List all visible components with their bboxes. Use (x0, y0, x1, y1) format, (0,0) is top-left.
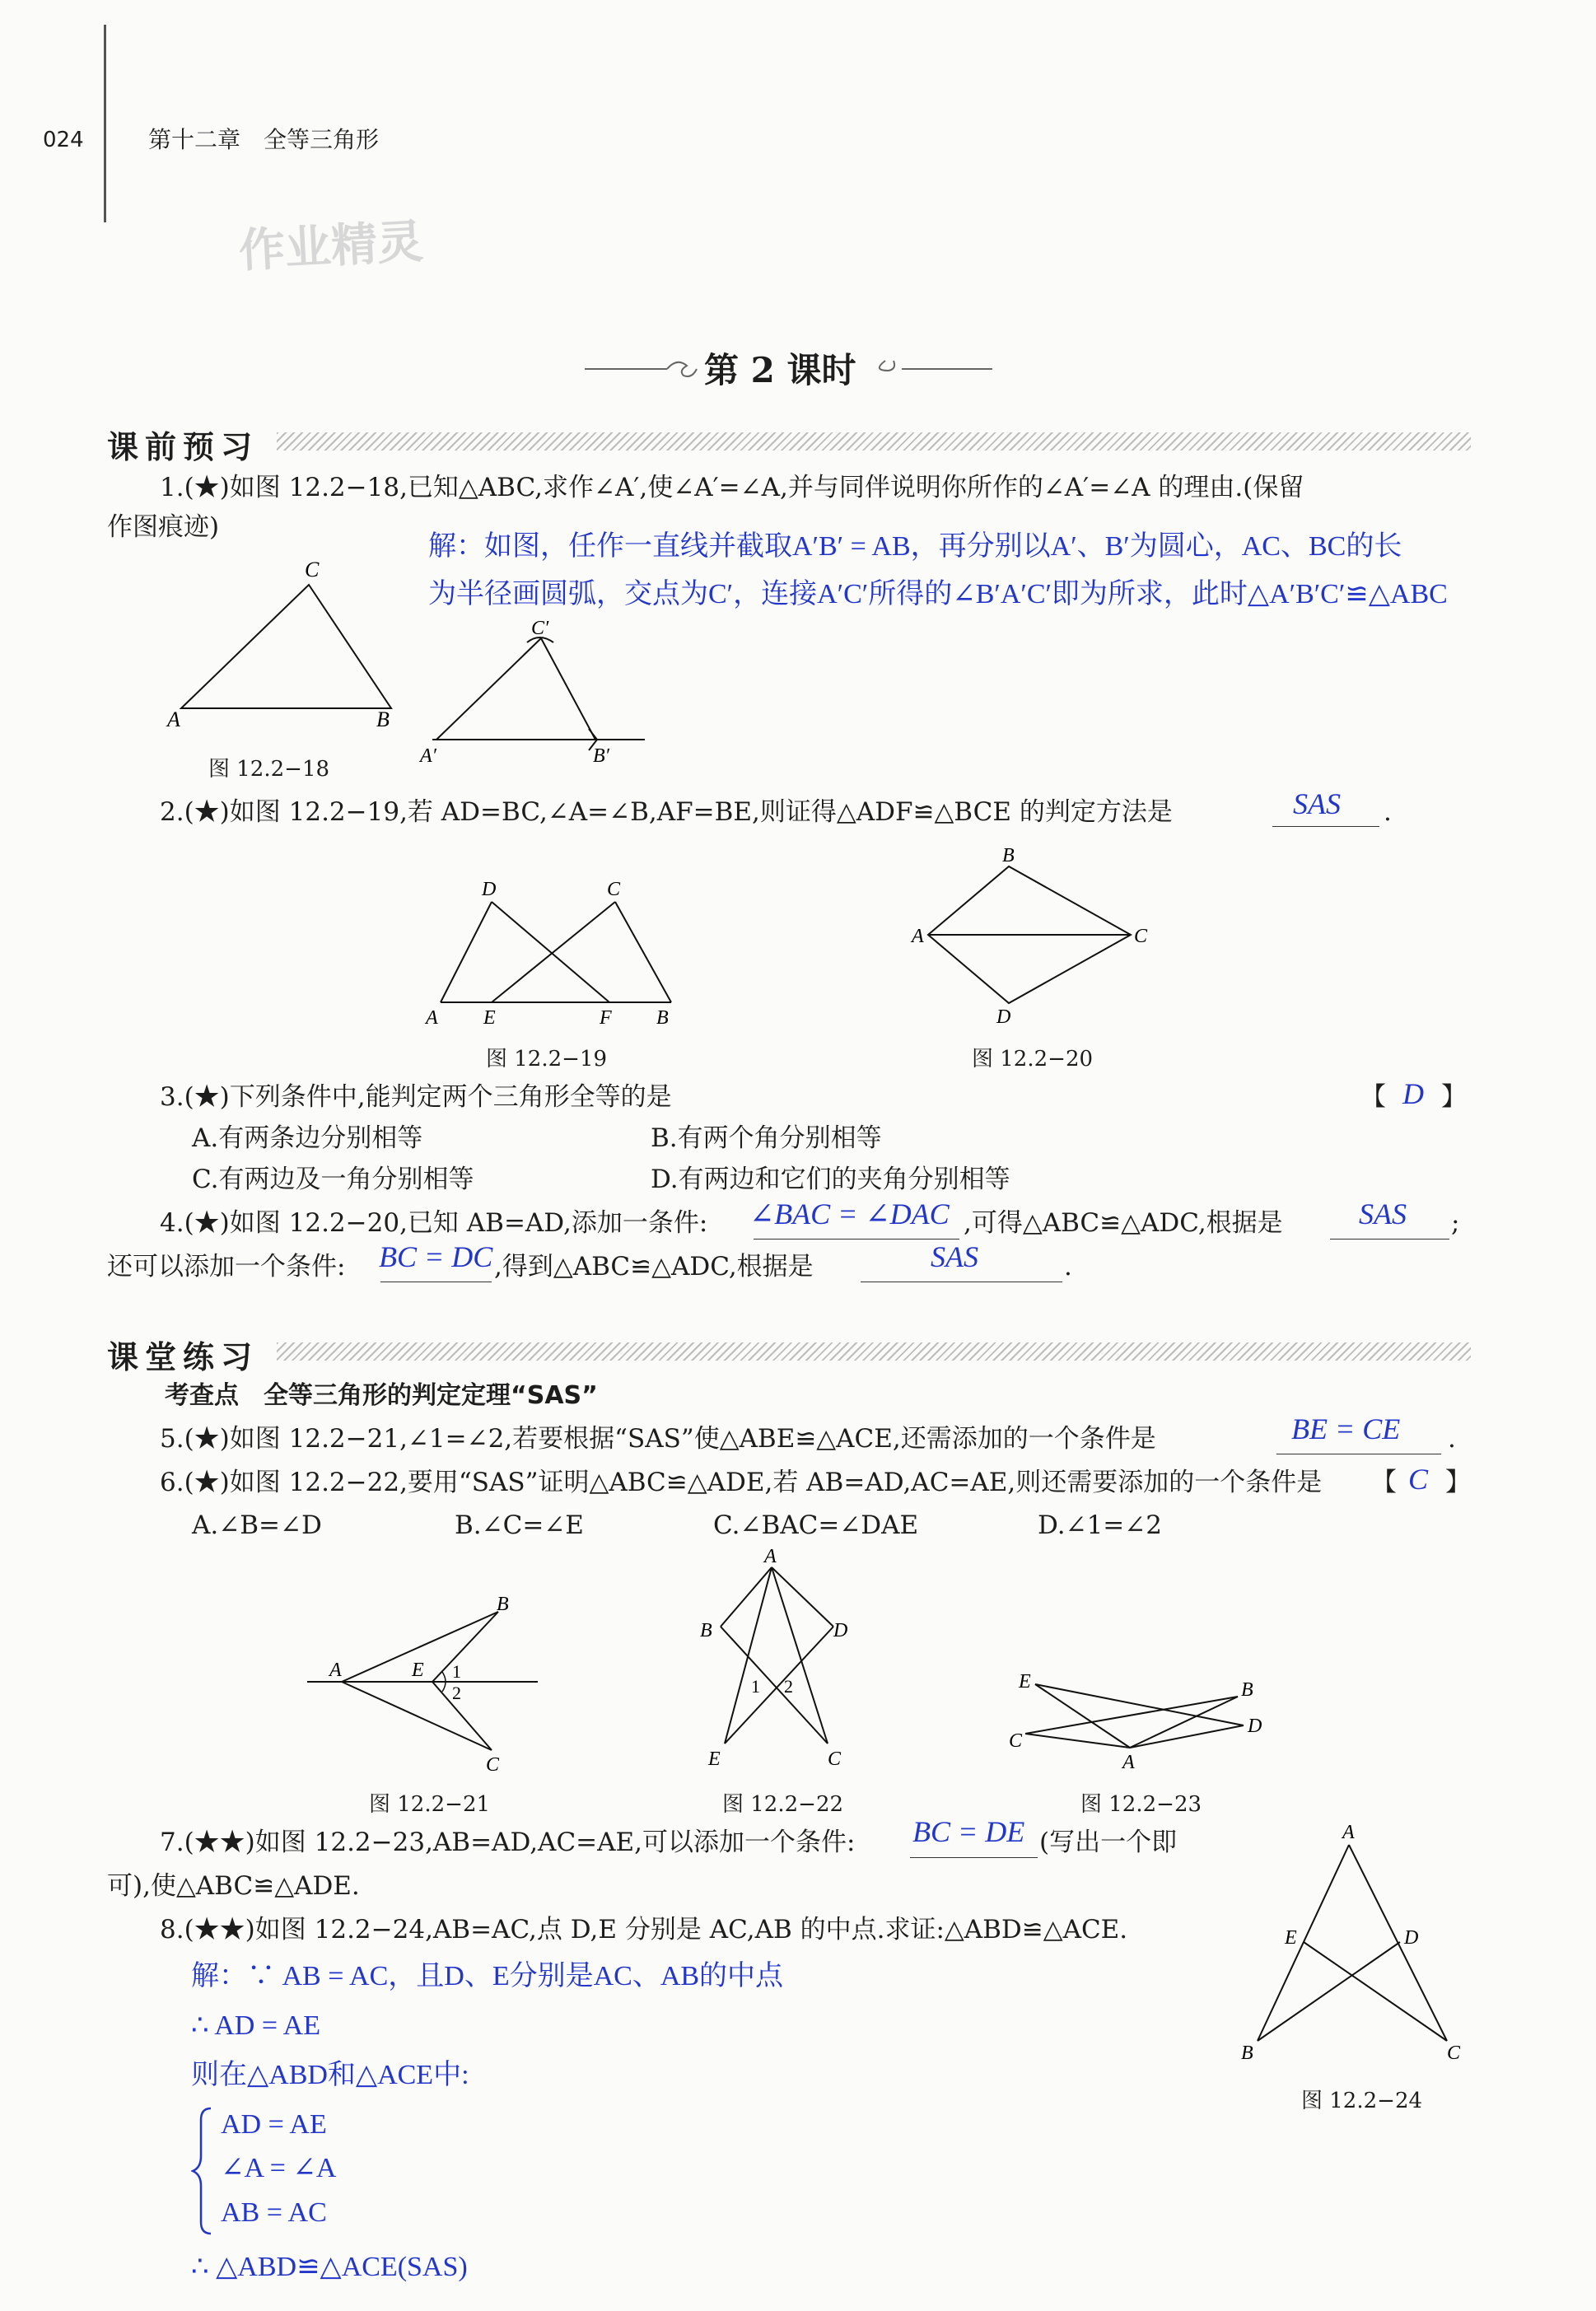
q4-answer2: SAS (1359, 1198, 1407, 1230)
page-number: 024 (43, 128, 84, 152)
q4-part6: . (1064, 1252, 1072, 1282)
f18-caption: 图 12.2−18 (208, 757, 330, 782)
q5-answer: BE = CE (1291, 1412, 1401, 1445)
f23-label-b: B (1241, 1679, 1253, 1701)
q6-answer: C (1408, 1463, 1429, 1496)
f19-label-b: B (656, 1007, 669, 1029)
q3-bracket-right: 】 (1441, 1082, 1467, 1112)
q8-brace-line1: AD = AE (221, 2109, 327, 2140)
f22-label-d: D (833, 1620, 848, 1641)
section-preview-title: 课前预习 (107, 429, 259, 465)
q3-text: 3.(★)下列条件中,能判定两个三角形全等的是 (160, 1082, 672, 1112)
q8-brace (191, 2105, 216, 2237)
f22-label-e: E (708, 1748, 721, 1770)
kaodian: 考查点 全等三角形的判定定理“SAS” (165, 1381, 598, 1410)
section-practice-hatch (277, 1342, 1471, 1361)
f19-caption: 图 12.2−19 (486, 1047, 608, 1071)
title-ornament-left (585, 354, 700, 384)
f24-label-a: A (1342, 1822, 1355, 1843)
q1-solution-line1: 解：如图，任作一直线并截取A′B′ = AB，再分别以A′、B′为圆心，AC、BC的长 (428, 531, 1402, 562)
q5-end: . (1448, 1424, 1456, 1454)
f23-label-e: E (1019, 1671, 1031, 1692)
q6-bracket-right: 】 (1445, 1468, 1471, 1497)
q3-option-d: D.有两边和它们的夹角分别相等 (651, 1165, 1010, 1194)
q3-option-c: C.有两边及一角分别相等 (192, 1165, 474, 1194)
q4-part3: ; (1451, 1208, 1460, 1238)
f24-label-d: D (1404, 1927, 1419, 1949)
q5-text: 5.(★)如图 12.2−21,∠1=∠2,若要根据“SAS”使△ABE≌△ACE,还需添加的一个条件是 (160, 1424, 1156, 1454)
q7-answer: BC = DE (912, 1815, 1025, 1848)
q4-blank2 (1330, 1239, 1449, 1240)
q4-part5: ,得到△ABC≌△ADC,根据是 (494, 1252, 814, 1282)
f22-label-a: A (764, 1546, 777, 1567)
q7-line2: 可),使△ABC≌△ADE. (107, 1871, 360, 1901)
f22-label-1: 1 (751, 1676, 760, 1697)
f18-label-c: C (305, 558, 320, 581)
figure-12-2-18 (161, 552, 408, 741)
f23-label-d: D (1248, 1716, 1262, 1737)
f23-label-c: C (1009, 1730, 1023, 1752)
f20-label-c: C (1134, 926, 1148, 947)
f24-label-c: C (1447, 2043, 1461, 2059)
figure-12-2-19 (424, 877, 696, 1034)
figure-12-2-21 (301, 1594, 548, 1783)
q8-brace-line2: ∠A = ∠A (221, 2153, 337, 2183)
q4-part1: 4.(★)如图 12.2−20,已知 AB=AD,添加一条件: (160, 1208, 708, 1238)
figure-12-2-22 (692, 1544, 873, 1775)
f18-label-b: B (376, 707, 390, 731)
q2-answer-blank (1272, 826, 1379, 827)
q6-option-a: A.∠B=∠D (192, 1510, 322, 1540)
f21-label-2: 2 (452, 1683, 461, 1703)
q6-bracket-left: 【 (1371, 1468, 1397, 1497)
f24-caption: 图 12.2−24 (1301, 2089, 1423, 2113)
f21-label-e: E (412, 1660, 424, 1681)
f21-label-1: 1 (452, 1661, 461, 1682)
f21-label-b: B (497, 1594, 509, 1615)
q4-part4: 还可以添加一个条件: (107, 1252, 346, 1282)
figure-construction-a-prime (416, 618, 655, 766)
f19-label-c: C (607, 879, 621, 900)
q1-line1: 1.(★)如图 12.2−18,已知△ABC,求作∠A′,使∠A′=∠A,并与同伴说明你所作的∠A′=∠A 的理由.(保留 (160, 473, 1304, 502)
f18b-label-a: A′ (420, 745, 436, 766)
q7-part2: (写出一个即 (1039, 1828, 1178, 1857)
f19-label-f: F (600, 1007, 612, 1029)
q1-solution-line2: 为半径画圆弧，交点为C′，连接A′C′所得的∠B′A′C′即为所求，此时△A′B′C′≌△ABC (428, 579, 1448, 609)
q6-option-d: D.∠1=∠2 (1038, 1510, 1162, 1540)
f20-caption: 图 12.2−20 (972, 1047, 1094, 1071)
q4-blank1 (754, 1239, 959, 1240)
q3-option-a: A.有两条边分别相等 (192, 1123, 423, 1153)
q7-part1: 7.(★★)如图 12.2−23,AB=AD,AC=AE,可以添加一个条件: (160, 1828, 856, 1857)
q3-answer: D (1402, 1077, 1424, 1110)
section-preview-hatch (277, 432, 1471, 451)
figure-12-2-20 (910, 840, 1157, 1029)
q8-sol-line1: 解：∵ AB = AC，且D、E分别是AC、AB的中点 (191, 1961, 784, 1991)
q8-sol-line2: ∴ AD = AE (191, 2010, 320, 2041)
q4-answer1: ∠BAC = ∠DAC (749, 1198, 950, 1230)
section-practice-title: 课堂练习 (107, 1339, 259, 1375)
f23-caption: 图 12.2−23 (1080, 1792, 1202, 1817)
q2-end: . (1384, 797, 1392, 827)
f21-label-c: C (486, 1754, 500, 1776)
f24-label-b: B (1241, 2043, 1253, 2059)
q8-brace-line3: AB = AC (221, 2197, 327, 2228)
f22-label-c: C (828, 1748, 842, 1770)
q4-answer3: BC = DC (379, 1240, 493, 1273)
q8-conclusion: ∴ △ABD≌△ACE(SAS) (191, 2252, 468, 2282)
q3-option-b: B.有两个角分别相等 (651, 1123, 882, 1153)
q4-answer4: SAS (931, 1240, 978, 1273)
f22-caption: 图 12.2−22 (722, 1792, 844, 1817)
watermark: 作业精灵 (237, 215, 425, 278)
f21-label-a: A (329, 1660, 342, 1681)
header-rule (104, 25, 106, 222)
q6-option-c: C.∠BAC=∠DAE (713, 1510, 919, 1540)
figure-12-2-24 (1231, 1820, 1478, 2059)
q2-text: 2.(★)如图 12.2−19,若 AD=BC,∠A=∠B,AF=BE,则证得△ADF≌△BCE 的判定方法是 (160, 797, 1173, 827)
f20-label-a: A (912, 926, 924, 947)
f20-label-b: B (1002, 845, 1015, 866)
q6-text: 6.(★)如图 12.2−22,要用“SAS”证明△ABC≌△ADE,若 AB=AD,AC=AE,则还需要添加的一个条件是 (160, 1468, 1323, 1497)
q8-text: 8.(★★)如图 12.2−24,AB=AC,点 D,E 分别是 AC,AB 的中点.求证:△ABD≌△ACE. (160, 1915, 1128, 1945)
q2-answer: SAS (1293, 787, 1341, 820)
f19-label-e: E (483, 1007, 496, 1029)
f19-label-a: A (426, 1007, 438, 1029)
q4-part2: ,可得△ABC≌△ADC,根据是 (964, 1208, 1283, 1238)
f19-label-d: D (482, 879, 497, 900)
f20-label-d: D (996, 1006, 1011, 1028)
q6-option-b: B.∠C=∠E (455, 1510, 584, 1540)
f21-caption: 图 12.2−21 (369, 1792, 491, 1817)
f24-label-e: E (1285, 1927, 1297, 1949)
figure-12-2-23 (1009, 1668, 1281, 1783)
f22-label-b: B (700, 1620, 712, 1641)
q8-sol-line3: 则在△ABD和△ACE中: (191, 2060, 469, 2090)
title-ornament-right (869, 354, 992, 384)
f18b-label-c: C′ (531, 618, 549, 639)
f18-label-a: A (167, 707, 180, 731)
f18b-label-b: B′ (593, 745, 609, 766)
f22-label-2: 2 (784, 1676, 793, 1697)
lesson-title: 第 2 课时 (704, 350, 856, 390)
f23-label-a: A (1122, 1752, 1135, 1773)
q7-answer-blank (910, 1857, 1038, 1858)
q3-bracket-left: 【 (1360, 1082, 1386, 1112)
chapter-title: 第十二章 全等三角形 (148, 126, 380, 153)
q1-line2: 作图痕迹) (107, 512, 220, 542)
